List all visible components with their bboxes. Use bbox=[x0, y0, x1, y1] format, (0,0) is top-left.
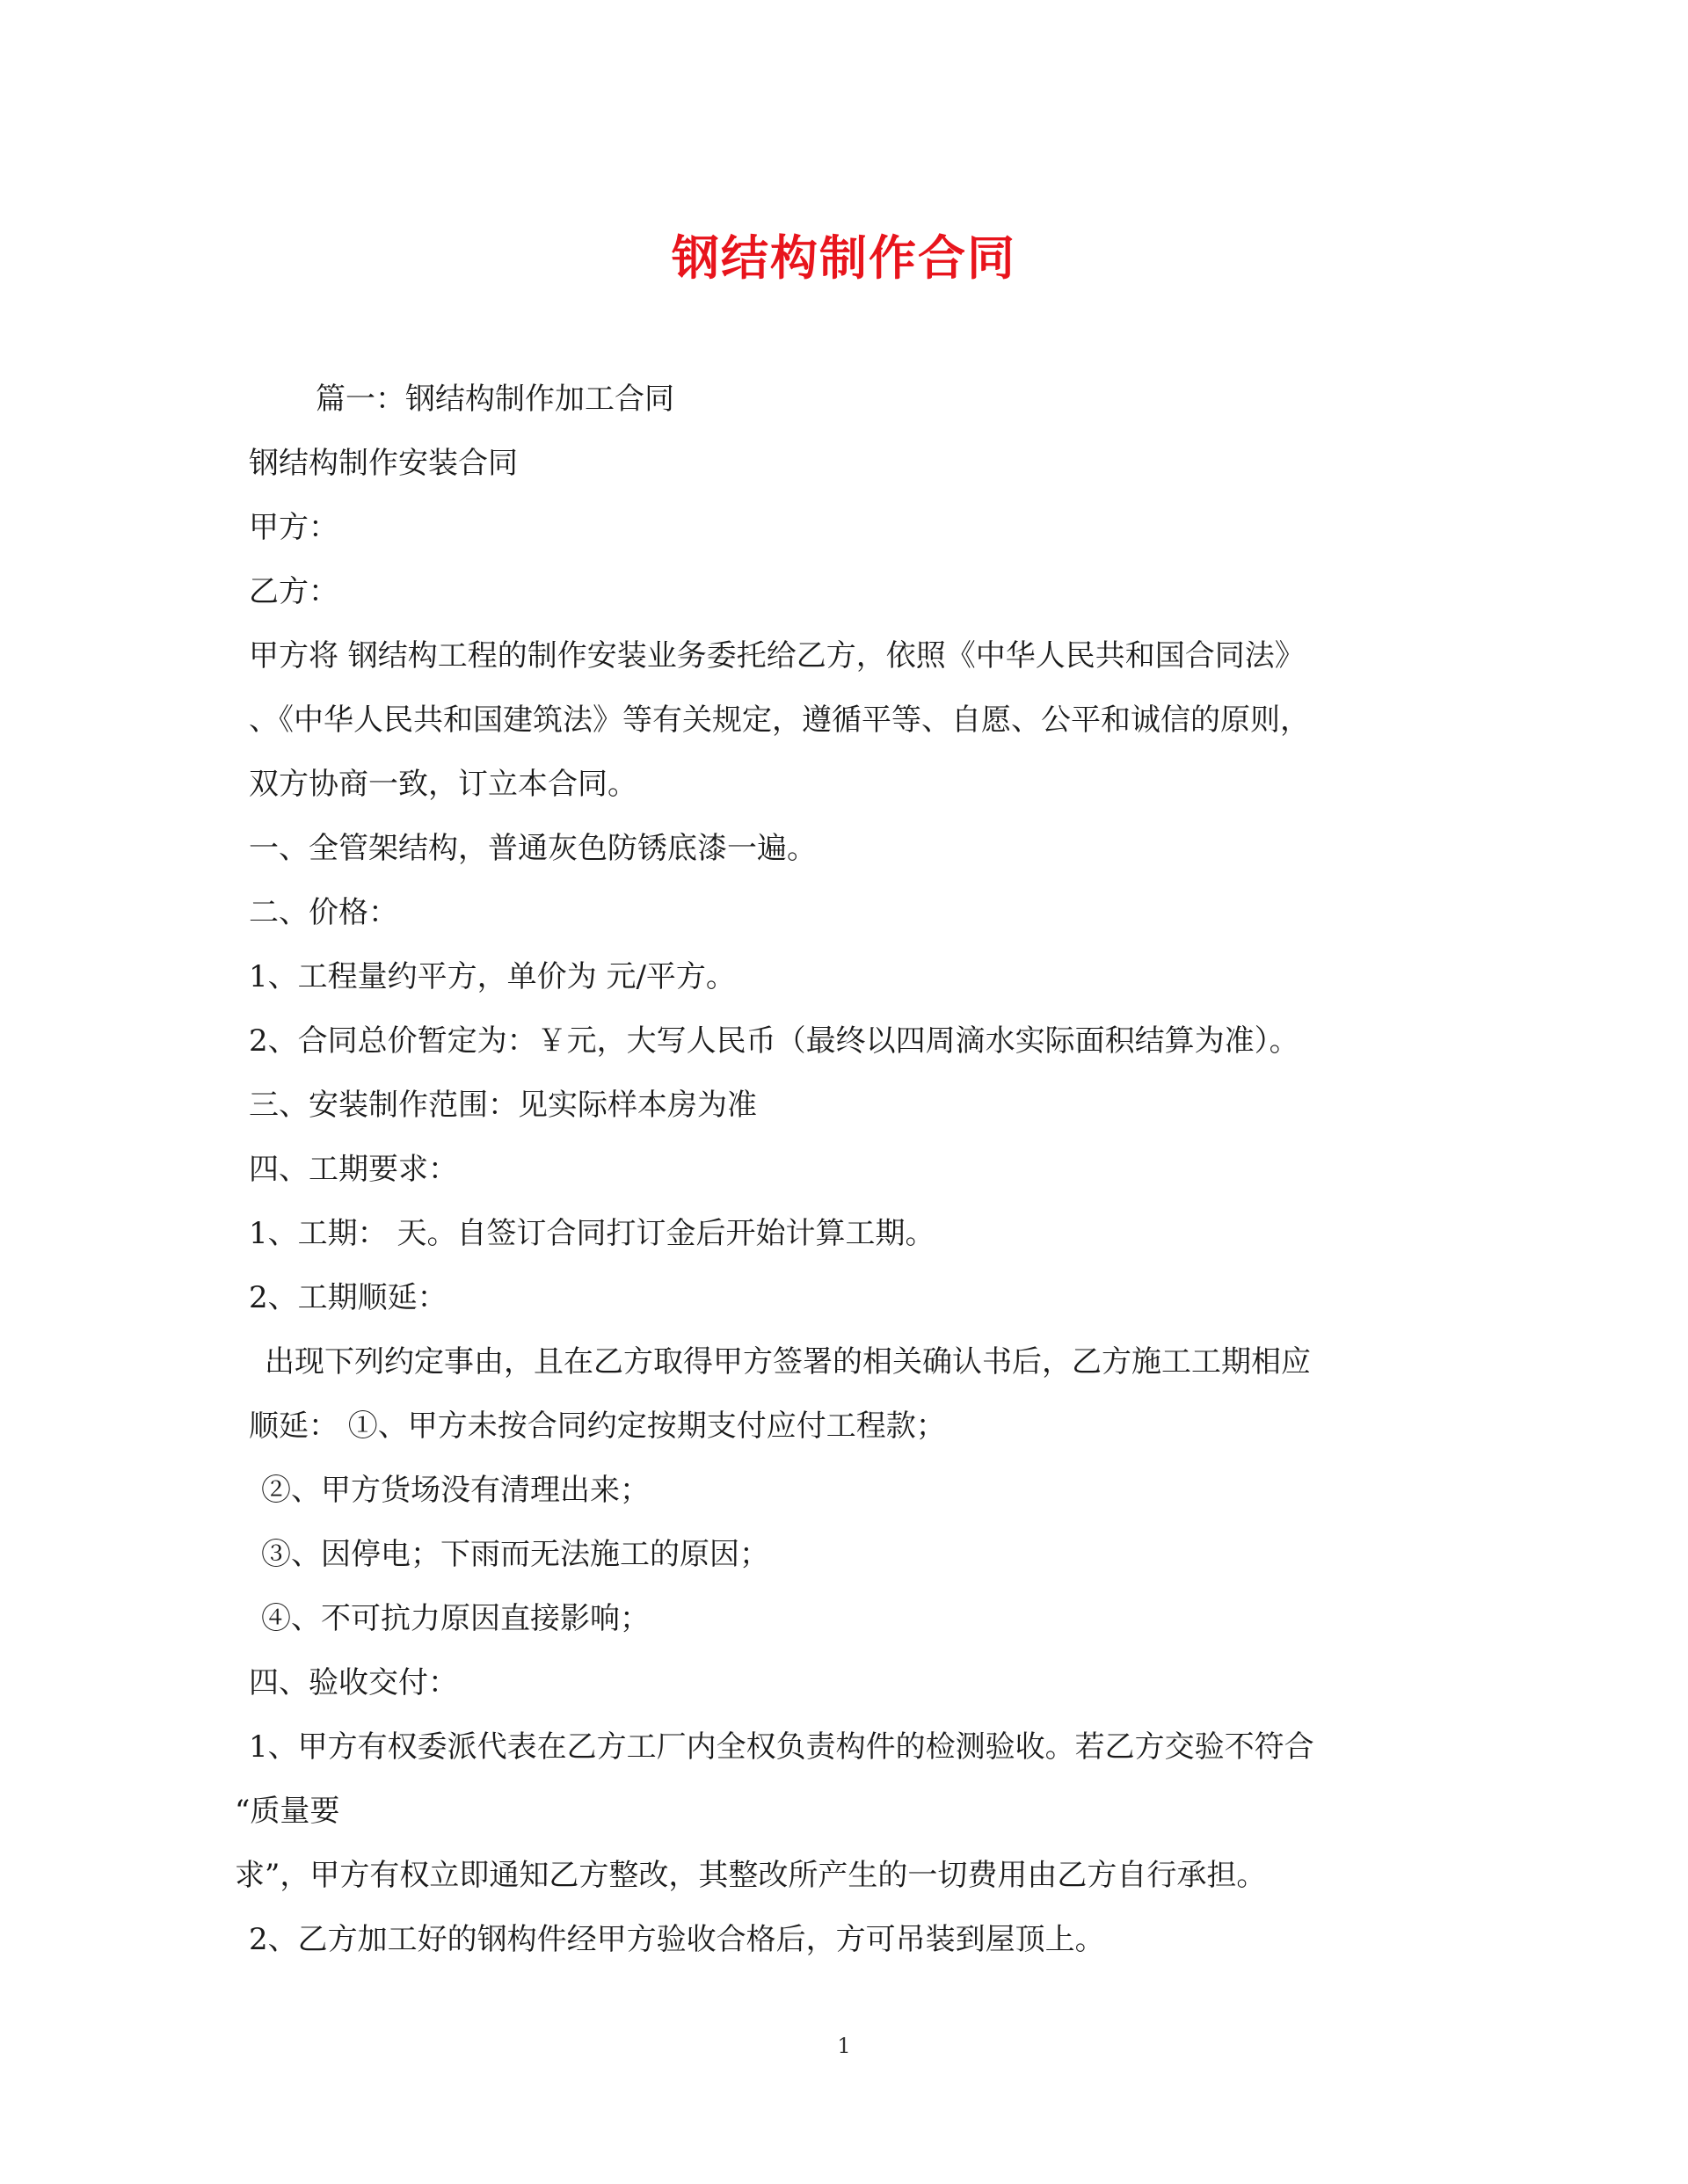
paragraph-line: “质量要 bbox=[235, 1794, 340, 1829]
paragraph-line: 求”，甲方有权立即通知乙方整改，其整改所产生的一切费用由乙方自行承担。 bbox=[235, 1858, 1267, 1893]
section-heading: 篇一：钢结构制作加工合同 bbox=[316, 382, 674, 417]
clause-line: 2、合同总价暂定为：￥元，大写人民币（最终以四周滴水实际面积结算为准）。 bbox=[249, 1023, 1299, 1059]
clause-line: 1、甲方有权委派代表在乙方工厂内全权负责构件的检测验收。若乙方交验不符合 bbox=[249, 1729, 1314, 1765]
party-a-line: 甲方： bbox=[249, 510, 338, 545]
clause-heading: 四、工期要求： bbox=[249, 1152, 458, 1187]
page-number: 1 bbox=[837, 2034, 851, 2058]
clause-line: 1、工程量约平方，单价为 元/平方。 bbox=[249, 959, 736, 994]
list-item: ④、不可抗力原因直接影响； bbox=[261, 1601, 650, 1636]
list-item: ②、甲方货场没有清理出来； bbox=[261, 1473, 650, 1508]
list-item: ③、因停电；下雨而无法施工的原因； bbox=[261, 1537, 769, 1572]
clause-line: 一、全管架结构，普通灰色防锈底漆一遍。 bbox=[249, 831, 817, 866]
clause-heading: 四、验收交付： bbox=[249, 1665, 458, 1700]
clause-line: 三、安装制作范围：见实际样本房为准 bbox=[249, 1088, 757, 1123]
document-body bbox=[235, 368, 1444, 1972]
paragraph-line: 、《中华人民共和国建筑法》等有关规定，遵循平等、自愿、公平和诚信的原则， bbox=[249, 703, 1310, 738]
contract-subtitle: 钢结构制作安装合同 bbox=[249, 446, 518, 481]
clause-heading: 二、价格： bbox=[249, 895, 398, 930]
paragraph-line: 顺延： ①、甲方未按合同约定按期支付应付工程款； bbox=[249, 1409, 946, 1444]
party-b-line: 乙方： bbox=[249, 574, 338, 609]
paragraph-line: 出现下列约定事由，且在乙方取得甲方签署的相关确认书后，乙方施工工期相应 bbox=[265, 1344, 1311, 1380]
paragraph-line: 双方协商一致，订立本合同。 bbox=[249, 767, 637, 802]
clause-line: 2、工期顺延： bbox=[249, 1280, 447, 1315]
paragraph-line: 甲方将 钢结构工程的制作安装业务委托给乙方，依照《中华人民共和国合同法》 bbox=[249, 638, 1305, 673]
document-title: 钢结构制作合同 bbox=[672, 230, 1016, 286]
clause-line: 2、乙方加工好的钢构件经甲方验收合格后，方可吊装到屋顶上。 bbox=[249, 1922, 1105, 1957]
clause-line: 1、工期： 天。自签订合同打订金后开始计算工期。 bbox=[249, 1216, 935, 1251]
